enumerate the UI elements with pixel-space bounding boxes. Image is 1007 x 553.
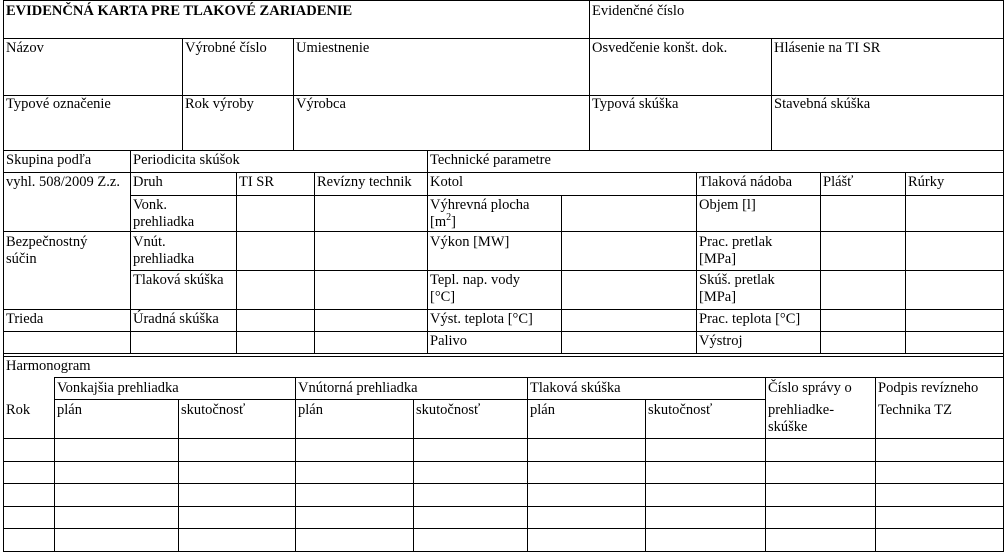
grid-line bbox=[3, 353, 1004, 354]
feed-water-temp-unit: [°C] bbox=[430, 289, 456, 305]
grid-line bbox=[696, 172, 697, 353]
volume-label: Objem [l] bbox=[699, 197, 756, 213]
plan-header: plán bbox=[57, 402, 82, 418]
grid-line bbox=[3, 528, 1004, 529]
output-temp-label: Výst. teplota [°C] bbox=[430, 311, 533, 327]
working-pressure-unit: [MPa] bbox=[699, 251, 737, 267]
grid-line bbox=[182, 38, 183, 150]
class-label: Trieda bbox=[6, 311, 44, 327]
grid-line bbox=[3, 461, 1004, 462]
pressure-test-header: Tlaková skúška bbox=[530, 380, 621, 396]
heating-surface-label: Výhrevná plocha bbox=[430, 197, 530, 213]
boiler-header: Kotol bbox=[430, 174, 464, 190]
working-pressure-label: Prac. pretlak bbox=[699, 234, 773, 250]
heating-surface-unit-close: ] bbox=[451, 214, 456, 230]
grid-line bbox=[3, 0, 1004, 1]
form-title: EVIDENČNÁ KARTA PRE TLAKOVÉ ZARIADENIE bbox=[6, 3, 353, 19]
feed-water-temp-label: Tepl. nap. vody bbox=[430, 272, 520, 288]
type-designation-label: Typové označenie bbox=[6, 96, 111, 112]
internal-inspection-label-cont: prehliadka bbox=[133, 251, 195, 267]
external-inspection-label-cont: prehliadka bbox=[133, 214, 195, 230]
signature-header-cont: Technika TZ bbox=[878, 402, 953, 418]
heating-surface-unit bbox=[430, 214, 456, 231]
heating-surface-unit-sup: 2 bbox=[446, 212, 452, 224]
working-temp-label: Prac. teplota [°C] bbox=[699, 311, 801, 327]
name-label: Názov bbox=[6, 40, 44, 56]
grid-line bbox=[3, 551, 1004, 552]
safety-product-label: Bezpečnostný bbox=[6, 234, 88, 250]
grid-line bbox=[3, 506, 1004, 507]
safety-product-label-cont: súčin bbox=[6, 251, 37, 267]
grid-line bbox=[54, 377, 1004, 378]
grid-line bbox=[293, 38, 294, 150]
pressure-vessel-header: Tlaková nádoba bbox=[699, 174, 793, 190]
actual-header: skutočnosť bbox=[181, 402, 246, 418]
pressure-test-label: Tlaková skúška bbox=[133, 272, 224, 288]
grid-line bbox=[54, 377, 55, 552]
grid-line bbox=[54, 399, 765, 400]
manufacturer-label: Výrobca bbox=[296, 96, 346, 112]
grid-line bbox=[3, 438, 1004, 439]
grid-line bbox=[130, 150, 131, 353]
design-certificate-label: Osvedčenie konšt. dok. bbox=[592, 40, 728, 56]
plan-header: plán bbox=[530, 402, 555, 418]
grid-line bbox=[3, 172, 1004, 173]
actual-header: skutočnosť bbox=[648, 402, 713, 418]
grid-line bbox=[413, 399, 414, 552]
grid-line bbox=[236, 172, 237, 353]
plan-header: plán bbox=[298, 402, 323, 418]
grid-line bbox=[130, 195, 1004, 196]
group-label: Skupina podľa bbox=[6, 152, 92, 168]
grid-line bbox=[295, 377, 296, 552]
grid-line bbox=[427, 150, 428, 353]
official-test-label: Úradná skúška bbox=[133, 311, 219, 327]
manufacture-year-label: Rok výroby bbox=[185, 96, 254, 112]
grid-line bbox=[875, 377, 876, 552]
grid-line bbox=[765, 377, 766, 552]
technical-parameters-label: Technické parametre bbox=[430, 152, 551, 168]
type-test-label: Typová skúška bbox=[592, 96, 679, 112]
grid-line bbox=[3, 331, 1004, 332]
report-number-header-cont: prehliadke- bbox=[768, 402, 835, 418]
tubes-header: Rúrky bbox=[908, 174, 945, 190]
ti-sr-report-label: Hlásenie na TI SR bbox=[774, 40, 881, 56]
grid-line bbox=[820, 172, 821, 353]
actual-header: skutočnosť bbox=[416, 402, 481, 418]
grid-line bbox=[3, 150, 1004, 151]
grid-line bbox=[589, 0, 590, 150]
grid-line bbox=[645, 399, 646, 552]
grid-line bbox=[178, 399, 179, 552]
fuel-label: Palivo bbox=[430, 333, 468, 349]
external-inspection-header: Vonkajšia prehliadka bbox=[57, 380, 179, 396]
year-header: Rok bbox=[6, 402, 31, 418]
revision-technician-header: Revízny technik bbox=[317, 174, 412, 190]
test-pressure-label: Skúš. pretlak bbox=[699, 272, 775, 288]
grid-line bbox=[3, 0, 4, 552]
grid-line bbox=[314, 172, 315, 353]
report-number-header-cont2: skúške bbox=[768, 419, 808, 435]
signature-header: Podpis revízneho bbox=[878, 380, 979, 396]
grid-line bbox=[771, 38, 772, 150]
construction-test-label: Stavebná skúška bbox=[774, 96, 871, 112]
grid-line bbox=[3, 483, 1004, 484]
ti-sr-header: TI SR bbox=[239, 174, 275, 190]
internal-inspection-header: Vnútorná prehliadka bbox=[298, 380, 418, 396]
power-label: Výkon [MW] bbox=[430, 234, 510, 250]
report-number-header: Číslo správy o bbox=[768, 380, 852, 396]
grid-line bbox=[561, 195, 562, 353]
grid-line bbox=[3, 309, 1004, 310]
schedule-title: Harmonogram bbox=[6, 358, 91, 374]
test-pressure-unit: [MPa] bbox=[699, 289, 737, 305]
internal-inspection-label: Vnút. bbox=[133, 234, 166, 250]
equipment-label: Výstroj bbox=[699, 333, 743, 349]
grid-line bbox=[130, 270, 1004, 271]
serial-number-label: Výrobné číslo bbox=[185, 40, 267, 56]
grid-line bbox=[3, 356, 1004, 357]
kind-header: Druh bbox=[133, 174, 163, 190]
external-inspection-label: Vonk. bbox=[133, 197, 167, 213]
shell-header: Plášť bbox=[823, 174, 854, 190]
heating-surface-unit-open: [m bbox=[430, 214, 447, 230]
grid-line bbox=[905, 172, 906, 353]
test-periodicity-label: Periodicita skúšok bbox=[133, 152, 240, 168]
grid-line bbox=[3, 38, 1004, 39]
grid-line bbox=[527, 377, 528, 552]
location-label: Umiestnenie bbox=[296, 40, 370, 56]
grid-line bbox=[3, 231, 1004, 232]
decree-label: vyhl. 508/2009 Z.z. bbox=[6, 174, 120, 190]
evidence-number-label: Evidenčné číslo bbox=[592, 3, 685, 19]
grid-line bbox=[1003, 0, 1004, 552]
